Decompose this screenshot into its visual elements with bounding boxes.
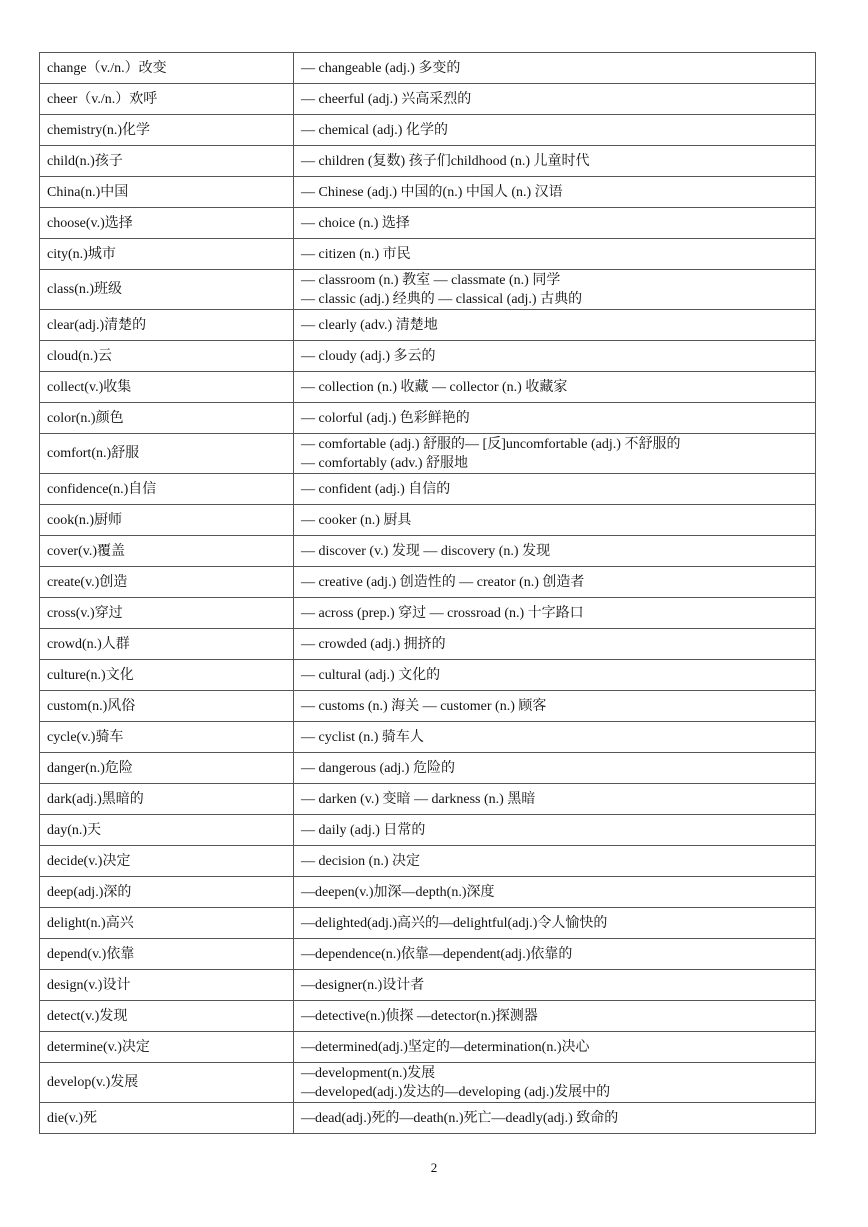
derived-form-line: —determined(adj.)坚定的—determination(n.)决心 (301, 1039, 590, 1055)
vocabulary-table (39, 52, 816, 1134)
headword-cell: develop(v.)发展 (40, 1063, 294, 1103)
headword-cell: culture(n.)文化 (40, 660, 294, 691)
derived-form-line: — Chinese (adj.) 中国的(n.) 中国人 (n.) 汉语 (301, 184, 563, 200)
headword-cell: change（v./n.）改变 (40, 53, 294, 84)
headword-cell: cross(v.)穿过 (40, 598, 294, 629)
headword-cell: cycle(v.)骑车 (40, 722, 294, 753)
table-row (40, 908, 816, 939)
derived-forms-cell (294, 474, 816, 505)
derived-forms-cell (294, 784, 816, 815)
derived-form-line: — collection (n.) 收藏 — collector (n.) 收藏家 (301, 379, 568, 395)
headword-cell: chemistry(n.)化学 (40, 115, 294, 146)
derived-forms-cell (294, 908, 816, 939)
headword-cell: class(n.)班级 (40, 270, 294, 310)
derived-forms-cell (294, 310, 816, 341)
derived-form-line: — across (prep.) 穿过 — crossroad (n.) 十字路口 (301, 605, 584, 621)
table-row (40, 115, 816, 146)
derived-form-line: — cheerful (adj.) 兴高采烈的 (301, 91, 472, 107)
derived-form-line: —developed(adj.)发达的—developing (adj.)发展中的 (301, 1084, 611, 1100)
derived-form-line: —deepen(v.)加深—depth(n.)深度 (301, 884, 495, 900)
table-row (40, 270, 816, 310)
headword-cell: cook(n.)厨师 (40, 505, 294, 536)
derived-form-line: —dead(adj.)死的—death(n.)死亡—deadly(adj.) 致命的 (301, 1110, 619, 1126)
headword-cell: comfort(n.)舒服 (40, 434, 294, 474)
derived-forms-cell (294, 939, 816, 970)
headword-cell: crowd(n.)人群 (40, 629, 294, 660)
headword-cell: color(n.)颜色 (40, 403, 294, 434)
derived-forms-cell (294, 146, 816, 177)
derived-forms-cell (294, 629, 816, 660)
derived-form-line: —development(n.)发展 (301, 1065, 436, 1081)
derived-form-line: —delighted(adj.)高兴的—delightful(adj.)令人愉快的 (301, 915, 608, 931)
table-row (40, 146, 816, 177)
headword-cell: China(n.)中国 (40, 177, 294, 208)
headword-cell: clear(adj.)清楚的 (40, 310, 294, 341)
headword-cell: city(n.)城市 (40, 239, 294, 270)
headword-cell: design(v.)设计 (40, 970, 294, 1001)
table-row (40, 84, 816, 115)
table-row (40, 846, 816, 877)
headword-cell: day(n.)天 (40, 815, 294, 846)
table-row (40, 815, 816, 846)
table-row (40, 208, 816, 239)
table-row (40, 1032, 816, 1063)
table-row (40, 372, 816, 403)
derived-form-line: —designer(n.)设计者 (301, 977, 425, 993)
derived-form-line: —detective(n.)侦探 —detector(n.)探测器 (301, 1008, 538, 1024)
derived-forms-cell (294, 341, 816, 372)
table-row (40, 177, 816, 208)
derived-form-line: — daily (adj.) 日常的 (301, 822, 426, 838)
derived-form-line: — confident (adj.) 自信的 (301, 481, 451, 497)
headword-cell: create(v.)创造 (40, 567, 294, 598)
derived-forms-cell (294, 815, 816, 846)
headword-cell: collect(v.)收集 (40, 372, 294, 403)
table-row (40, 939, 816, 970)
derived-form-line: — classroom (n.) 教室 — classmate (n.) 同学 (301, 272, 561, 288)
derived-form-line: — decision (n.) 决定 (301, 853, 420, 869)
derived-form-line: — choice (n.) 选择 (301, 215, 410, 231)
table-row (40, 598, 816, 629)
table-row (40, 474, 816, 505)
page-number: 2 (430, 1160, 438, 1175)
derived-form-line: — creative (adj.) 创造性的 — creator (n.) 创造者 (301, 574, 585, 590)
table-row (40, 505, 816, 536)
derived-forms-cell (294, 505, 816, 536)
derived-forms-cell (294, 536, 816, 567)
table-row (40, 784, 816, 815)
derived-forms-cell (294, 1032, 816, 1063)
derived-form-line: — citizen (n.) 市民 (301, 246, 411, 262)
derived-forms-cell (294, 753, 816, 784)
headword-cell: confidence(n.)自信 (40, 474, 294, 505)
table-row (40, 1001, 816, 1032)
derived-forms-cell (294, 846, 816, 877)
derived-form-line: — comfortably (adv.) 舒服地 (301, 455, 469, 471)
derived-forms-cell (294, 434, 816, 474)
derived-forms-cell (294, 115, 816, 146)
derived-form-line: — darken (v.) 变暗 — darkness (n.) 黑暗 (301, 791, 536, 807)
table-row (40, 434, 816, 474)
derived-form-line: — cyclist (n.) 骑车人 (301, 729, 424, 745)
derived-forms-cell (294, 567, 816, 598)
headword-cell: decide(v.)决定 (40, 846, 294, 877)
headword-cell: depend(v.)依靠 (40, 939, 294, 970)
table-row (40, 722, 816, 753)
derived-forms-cell (294, 177, 816, 208)
derived-forms-cell (294, 722, 816, 753)
derived-forms-cell (294, 239, 816, 270)
table-row (40, 970, 816, 1001)
table-row (40, 660, 816, 691)
table-row (40, 877, 816, 908)
headword-cell: determine(v.)决定 (40, 1032, 294, 1063)
derived-form-line: — customs (n.) 海关 — customer (n.) 顾客 (301, 698, 547, 714)
headword-cell: cheer（v./n.）欢呼 (40, 84, 294, 115)
headword-cell: deep(adj.)深的 (40, 877, 294, 908)
derived-form-line: — classic (adj.) 经典的 — classical (adj.) 古典的 (301, 291, 583, 307)
derived-form-line: — cooker (n.) 厨具 (301, 512, 412, 528)
derived-form-line: — changeable (adj.) 多变的 (301, 60, 461, 76)
table-row (40, 53, 816, 84)
table-row (40, 691, 816, 722)
derived-form-line: — cloudy (adj.) 多云的 (301, 348, 436, 364)
derived-forms-cell (294, 53, 816, 84)
derived-forms-cell (294, 372, 816, 403)
table-row (40, 310, 816, 341)
derived-form-line: — chemical (adj.) 化学的 (301, 122, 448, 138)
derived-form-line: — dangerous (adj.) 危险的 (301, 760, 455, 776)
derived-forms-cell (294, 403, 816, 434)
derived-forms-cell (294, 691, 816, 722)
headword-cell: choose(v.)选择 (40, 208, 294, 239)
headword-cell: cover(v.)覆盖 (40, 536, 294, 567)
derived-forms-cell (294, 208, 816, 239)
derived-form-line: —dependence(n.)依靠—dependent(adj.)依靠的 (301, 946, 573, 962)
table-row (40, 1063, 816, 1103)
headword-cell: custom(n.)风俗 (40, 691, 294, 722)
headword-cell: danger(n.)危险 (40, 753, 294, 784)
derived-forms-cell (294, 970, 816, 1001)
derived-forms-cell (294, 270, 816, 310)
derived-forms-cell (294, 877, 816, 908)
table-row (40, 403, 816, 434)
derived-forms-cell (294, 84, 816, 115)
table-row (40, 536, 816, 567)
table-row (40, 629, 816, 660)
derived-form-line: — cultural (adj.) 文化的 (301, 667, 441, 683)
table-row (40, 1103, 816, 1134)
table-row (40, 753, 816, 784)
table-row (40, 239, 816, 270)
derived-form-line: — clearly (adv.) 清楚地 (301, 317, 438, 333)
derived-forms-cell (294, 660, 816, 691)
table-row (40, 341, 816, 372)
derived-forms-cell (294, 1001, 816, 1032)
derived-form-line: — discover (v.) 发现 — discovery (n.) 发现 (301, 543, 551, 559)
derived-form-line: — colorful (adj.) 色彩鲜艳的 (301, 410, 470, 426)
table-row (40, 567, 816, 598)
derived-form-line: — crowded (adj.) 拥挤的 (301, 636, 446, 652)
headword-cell: dark(adj.)黑暗的 (40, 784, 294, 815)
headword-cell: child(n.)孩子 (40, 146, 294, 177)
derived-form-line: — children (复数) 孩子们childhood (n.) 儿童时代 (301, 153, 590, 169)
derived-form-line: — comfortable (adj.) 舒服的— [反]uncomfortable (adj.) 不舒服的 (301, 436, 681, 452)
headword-cell: delight(n.)高兴 (40, 908, 294, 939)
derived-forms-cell (294, 598, 816, 629)
headword-cell: detect(v.)发现 (40, 1001, 294, 1032)
vocabulary-table-body (40, 53, 816, 1134)
headword-cell: die(v.)死 (40, 1103, 294, 1134)
headword-cell: cloud(n.)云 (40, 341, 294, 372)
derived-forms-cell (294, 1063, 816, 1103)
derived-forms-cell (294, 1103, 816, 1134)
